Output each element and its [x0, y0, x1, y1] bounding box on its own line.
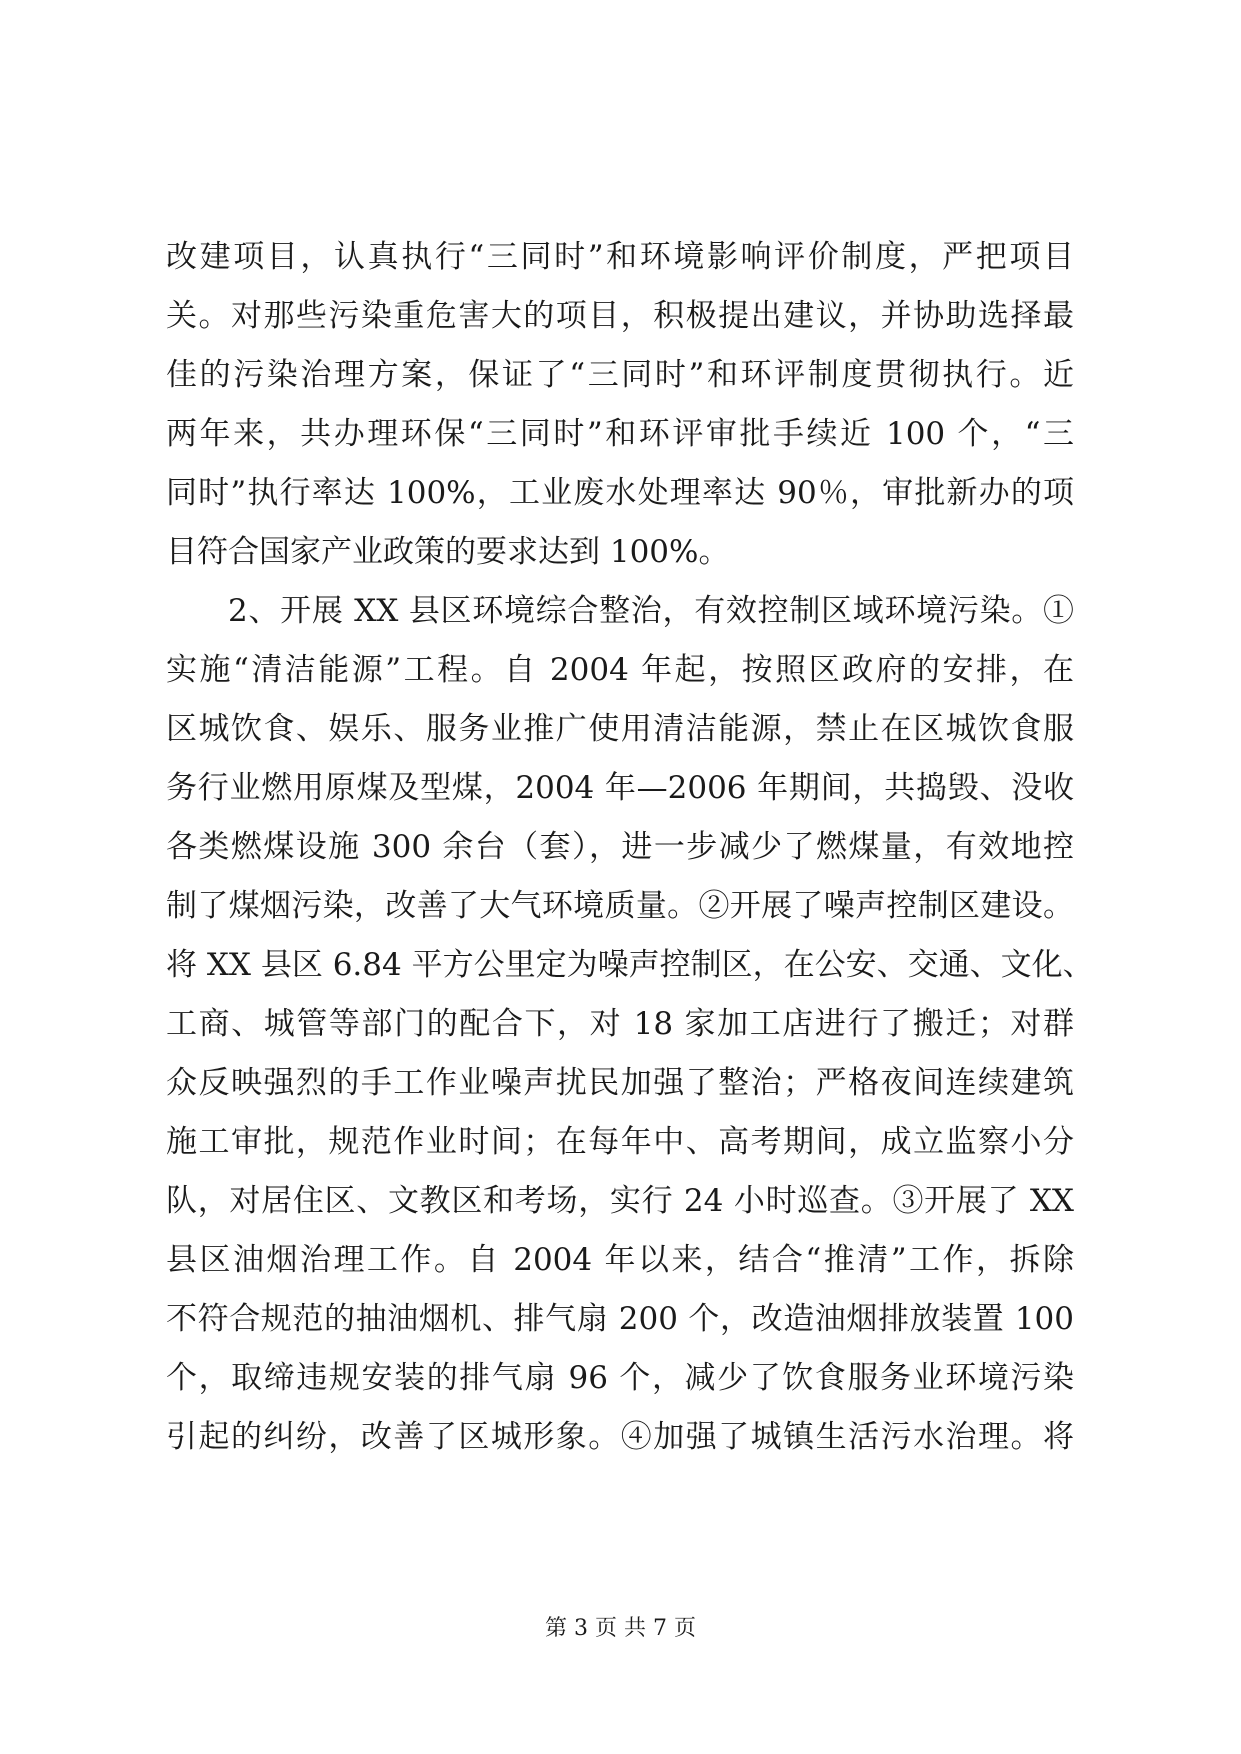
- text-line: 不符合规范的抽油烟机、排气扇 200 个，改造油烟排放装置 100: [166, 1301, 1074, 1337]
- text-line: 将 XX 县区 6.84 平方公里定为噪声控制区，在公安、交通、文化、: [166, 947, 1094, 983]
- text-line: 制了煤烟污染，改善了大气环境质量。②开展了噪声控制区建设。: [166, 888, 1074, 924]
- text-line: 2、开展 XX 县区环境综合整治，有效控制区域环境污染。①: [228, 593, 1074, 629]
- text-line: 区城饮食、娱乐、服务业推广使用清洁能源，禁止在区城饮食服: [166, 711, 1074, 747]
- paragraph-1: [166, 228, 1074, 582]
- paragraph-2: [166, 582, 1094, 1467]
- text-line: 县区油烟治理工作。自 2004 年以来，结合“推清”工作，拆除: [166, 1242, 1074, 1278]
- body-text: [166, 228, 1094, 1467]
- text-line: 同时”执行率达 100%，工业废水处理率达 90％，审批新办的项: [166, 475, 1074, 511]
- text-line: 目符合国家产业政策的要求达到 100%。: [166, 534, 730, 570]
- page-number-footer: 第 3 页 共 7 页: [545, 1616, 696, 1641]
- text-line: 众反映强烈的手工作业噪声扰民加强了整治；严格夜间连续建筑: [166, 1065, 1074, 1101]
- text-line: 务行业燃用原煤及型煤，2004 年—2006 年期间，共捣毁、没收: [166, 770, 1074, 806]
- text-line: 施工审批，规范作业时间；在每年中、高考期间，成立监察小分: [166, 1124, 1074, 1160]
- text-line: 工商、城管等部门的配合下，对 18 家加工店进行了搬迁；对群: [166, 1006, 1074, 1042]
- text-line: 个，取缔违规安装的排气扇 96 个，减少了饮食服务业环境污染: [166, 1360, 1074, 1396]
- text-line: 引起的纠纷，改善了区城形象。④加强了城镇生活污水治理。将: [166, 1419, 1074, 1455]
- text-line: 佳的污染治理方案，保证了“三同时”和环评制度贯彻执行。近: [166, 357, 1074, 393]
- text-line: 各类燃煤设施 300 余台（套），进一步减少了燃煤量，有效地控: [166, 829, 1074, 865]
- text-line: 实施“清洁能源”工程。自 2004 年起，按照区政府的安排，在: [166, 652, 1074, 688]
- text-line: 关。对那些污染重危害大的项目，积极提出建议，并协助选择最: [166, 298, 1074, 334]
- text-line: 改建项目，认真执行“三同时”和环境影响评价制度，严把项目: [166, 239, 1074, 275]
- text-line: 队，对居住区、文教区和考场，实行 24 小时巡查。③开展了 XX: [166, 1183, 1074, 1219]
- text-line: 两年来，共办理环保“三同时”和环评审批手续近 100 个，“三: [166, 416, 1074, 452]
